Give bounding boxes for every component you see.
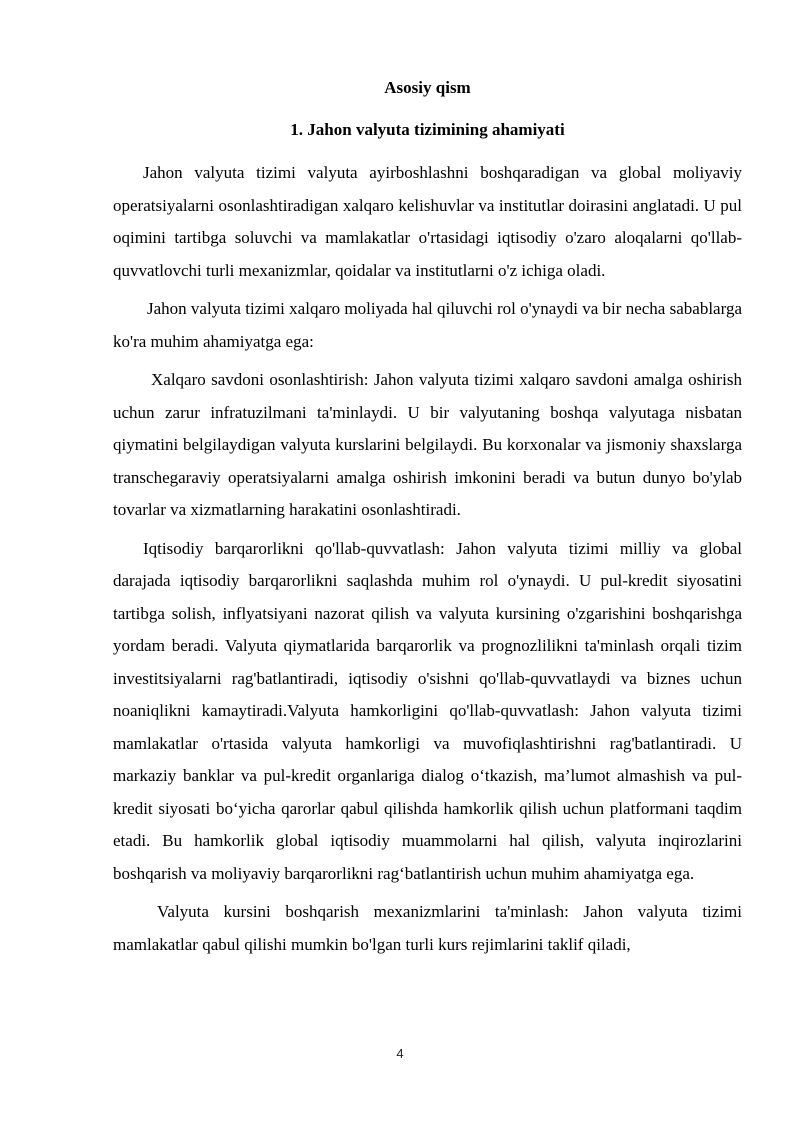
paragraph-5: Valyuta kursini boshqarish mexanizmlarini ta'minlash: Jahon valyuta tizimi mamlakatlar qabul qilishi mumkin bo'lgan turli kurs rejimlarini taklif qiladi, [113,902,742,954]
paragraph-3: Xalqaro savdoni osonlashtirish: Jahon valyuta tizimi xalqaro savdoni amalga oshirish uchun zarur infratuzilmani ta'minlaydi. U bir valyutaning boshqa valyutaga nisbatan qiymatini belgilaydigan valyuta kurslarini belgilaydi. Bu korxonalar va jismoniy shaxslarga transchegaraviy operatsiyalarni amalga oshirish imkonini beradi va butun dunyo bo'ylab tovarlar va xizmatlarning harakatini osonlashtiradi. [113,370,742,519]
paragraph-4: Iqtisodiy barqarorlikni qo'llab-quvvatlash: Jahon valyuta tizimi milliy va global darajada iqtisodiy barqarorlikni saqlashda muhim rol o'ynaydi. U pul-kredit siyosatini tartibga solish, inflyatsiyani nazorat qilish va valyuta kursining o'zgarishini boshqarishga yordam beradi. Valyuta qiymatlarida barqarorlik va prognozlilikni ta'minlash orqali tizim investitsiyalarni rag'batlantiradi, iqtisodiy o'sishni qo'llab-quvvatlaydi va biznes uchun noaniqlikni kamaytiradi.Valyuta hamkorligini qo'llab-quvvatlash: Jahon valyuta tizimi mamlakatlar o'rtasida valyuta hamkorligi va muvofiqlashtirishni rag'batlantiradi. U markaziy banklar va pul-kredit organlariga dialog o‘tkazish, ma’lumot almashish va pul-kredit siyosati bo‘yicha qarorlar qabul qilishda hamkorlik qilish uchun platformani taqdim etadi. Bu hamkorlik global iqtisodiy muammolarni hal qilish, valyuta inqirozlarini boshqarish va moliyaviy barqarorlikni rag‘batlantirish uchun muhim ahamiyatga ega. [113,538,742,883]
paragraph-2: Jahon valyuta tizimi xalqaro moliyada hal qiluvchi rol o'ynaydi va bir necha sabablarga ko'ra muhim ahamiyatga ega: [113,299,742,351]
subsection-title: 1. Jahon valyuta tizimining ahamiyati [290,120,565,139]
page-number: 4 [396,1046,404,1061]
section-title: Asosiy qism [384,78,471,97]
paragraph-1: Jahon valyuta tizimi valyuta ayirboshlashni boshqaradigan va global moliyaviy operatsiyalarni osonlashtiradigan xalqaro kelishuvlar va institutlar doirasini anglatadi. U pul oqimini tartibga soluvchi va mamlakatlar o'rtasidagi iqtisodiy o'zaro aloqalarni qo'llab-quvvatlovchi turli mexanizmlar, qoidalar va institutlarni o'z ichiga oladi. [113,163,742,280]
